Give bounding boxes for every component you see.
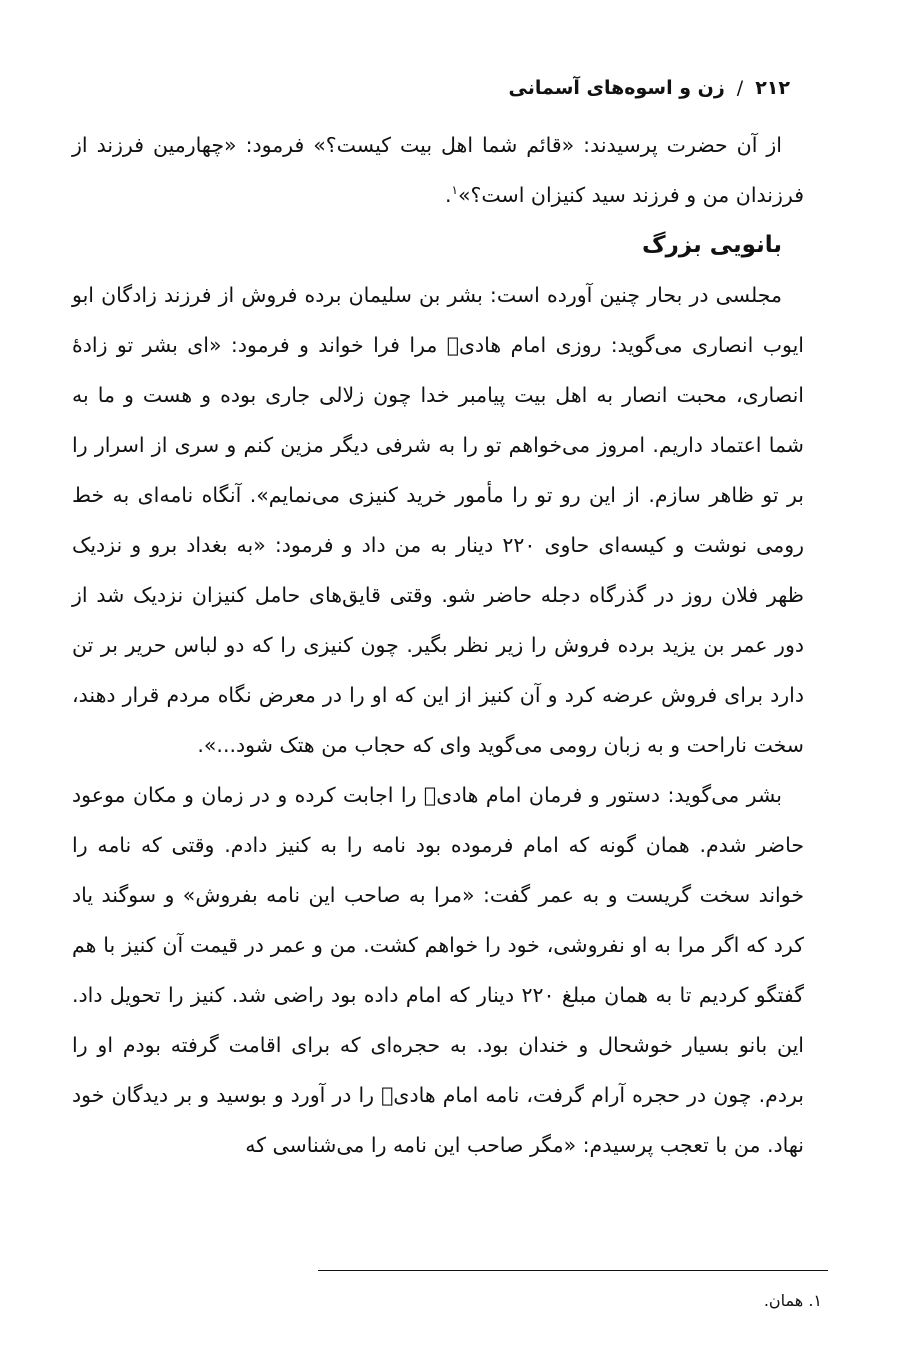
opening-paragraph bbox=[72, 120, 804, 220]
footnote-divider bbox=[318, 1270, 828, 1271]
story-paragraph-1: مجلسی در بحار چنین آورده است: بشر بن سلیمان برده فروش از فرزند زادگان ابو ایوب انصاری می‌گوید: روزی امام هادی‌﷣ مرا فرا خواند و فرمود: «ای بشر تو زادهٔ انصاری، محبت انصار به اهل بیت پیامبر خدا چون زلالی جاری بوده و هست و ما به شما اعتماد داریم. امروز می‌خواهم تو را به شرفی دیگر مزین کنم و سری از اسرار را بر تو ظاهر سازم. از این رو تو را مأمور خرید کنیزی می‌نمایم». آنگاه نامه‌ای به خط رومی نوشت و کیسه‌ای حاوی ۲۲۰ دینار به من داد و فرمود: «به بغداد برو و نزدیک ظهر فلان روز در گذرگاه دجله حاضر شو. وقتی قایق‌های حامل کنیزان نزدیک شد از دور عمر بن یزید برده فروش را زیر نظر بگیر. چون کنیزی را که دو لباس حریر بر تن دارد برای فروش عرضه کرد و آن کنیز از این که او را در معرض نگاه مردم قرار دهند، سخت ناراحت و به زبان رومی می‌گوید وای که حجاب من هتک شود...». bbox=[72, 283, 804, 757]
opening-paragraph-text: از آن حضرت پرسیدند: «قائم شما اهل بیت کیست؟» فرمود: «چهارمین فرزند از فرزندان من و فرزند سید کنیزان است؟» bbox=[72, 133, 804, 207]
footnote: ۱. همان. bbox=[763, 1291, 822, 1310]
main-text bbox=[72, 120, 804, 1170]
header-separator: / bbox=[736, 77, 744, 99]
book-title: زن و اسوه‌های آسمانی bbox=[508, 77, 725, 99]
running-header bbox=[490, 74, 790, 102]
page-number: ۲۱۲ bbox=[755, 77, 790, 99]
opening-paragraph-end: . bbox=[444, 183, 452, 207]
footnote-reference: ۱ bbox=[451, 183, 458, 198]
section-heading: بانویی بزرگ bbox=[642, 232, 782, 258]
story-paragraph-2: بشر می‌گوید: دستور و فرمان امام هادی‌﷣ را اجابت کرده و در زمان و مکان موعود حاضر شدم. همان گونه که امام فرموده بود نامه را به کنیز دادم. وقتی که نامه را خواند سخت گریست و به عمر گفت: «مرا به صاحب این نامه بفروش» و سوگند یاد کرد که اگر مرا به او نفروشی، خود را خواهم کشت. من و عمر در قیمت آن کنیز با هم گفتگو کردیم تا به همان مبلغ ۲۲۰ دینار که امام داده بود راضی شد. کنیز را تحویل داد. این بانو بسیار خوشحال و خندان بود. به حجره‌ای که برای اقامت گرفته بودم او را بردم. چون در حجره آرام گرفت، نامه امام هادی‌﷣ را در آورد و بوسید و بر دیدگان خود نهاد. من با تعجب پرسیدم: «مگر صاحب این نامه را می‌شناسی که bbox=[72, 783, 804, 1157]
